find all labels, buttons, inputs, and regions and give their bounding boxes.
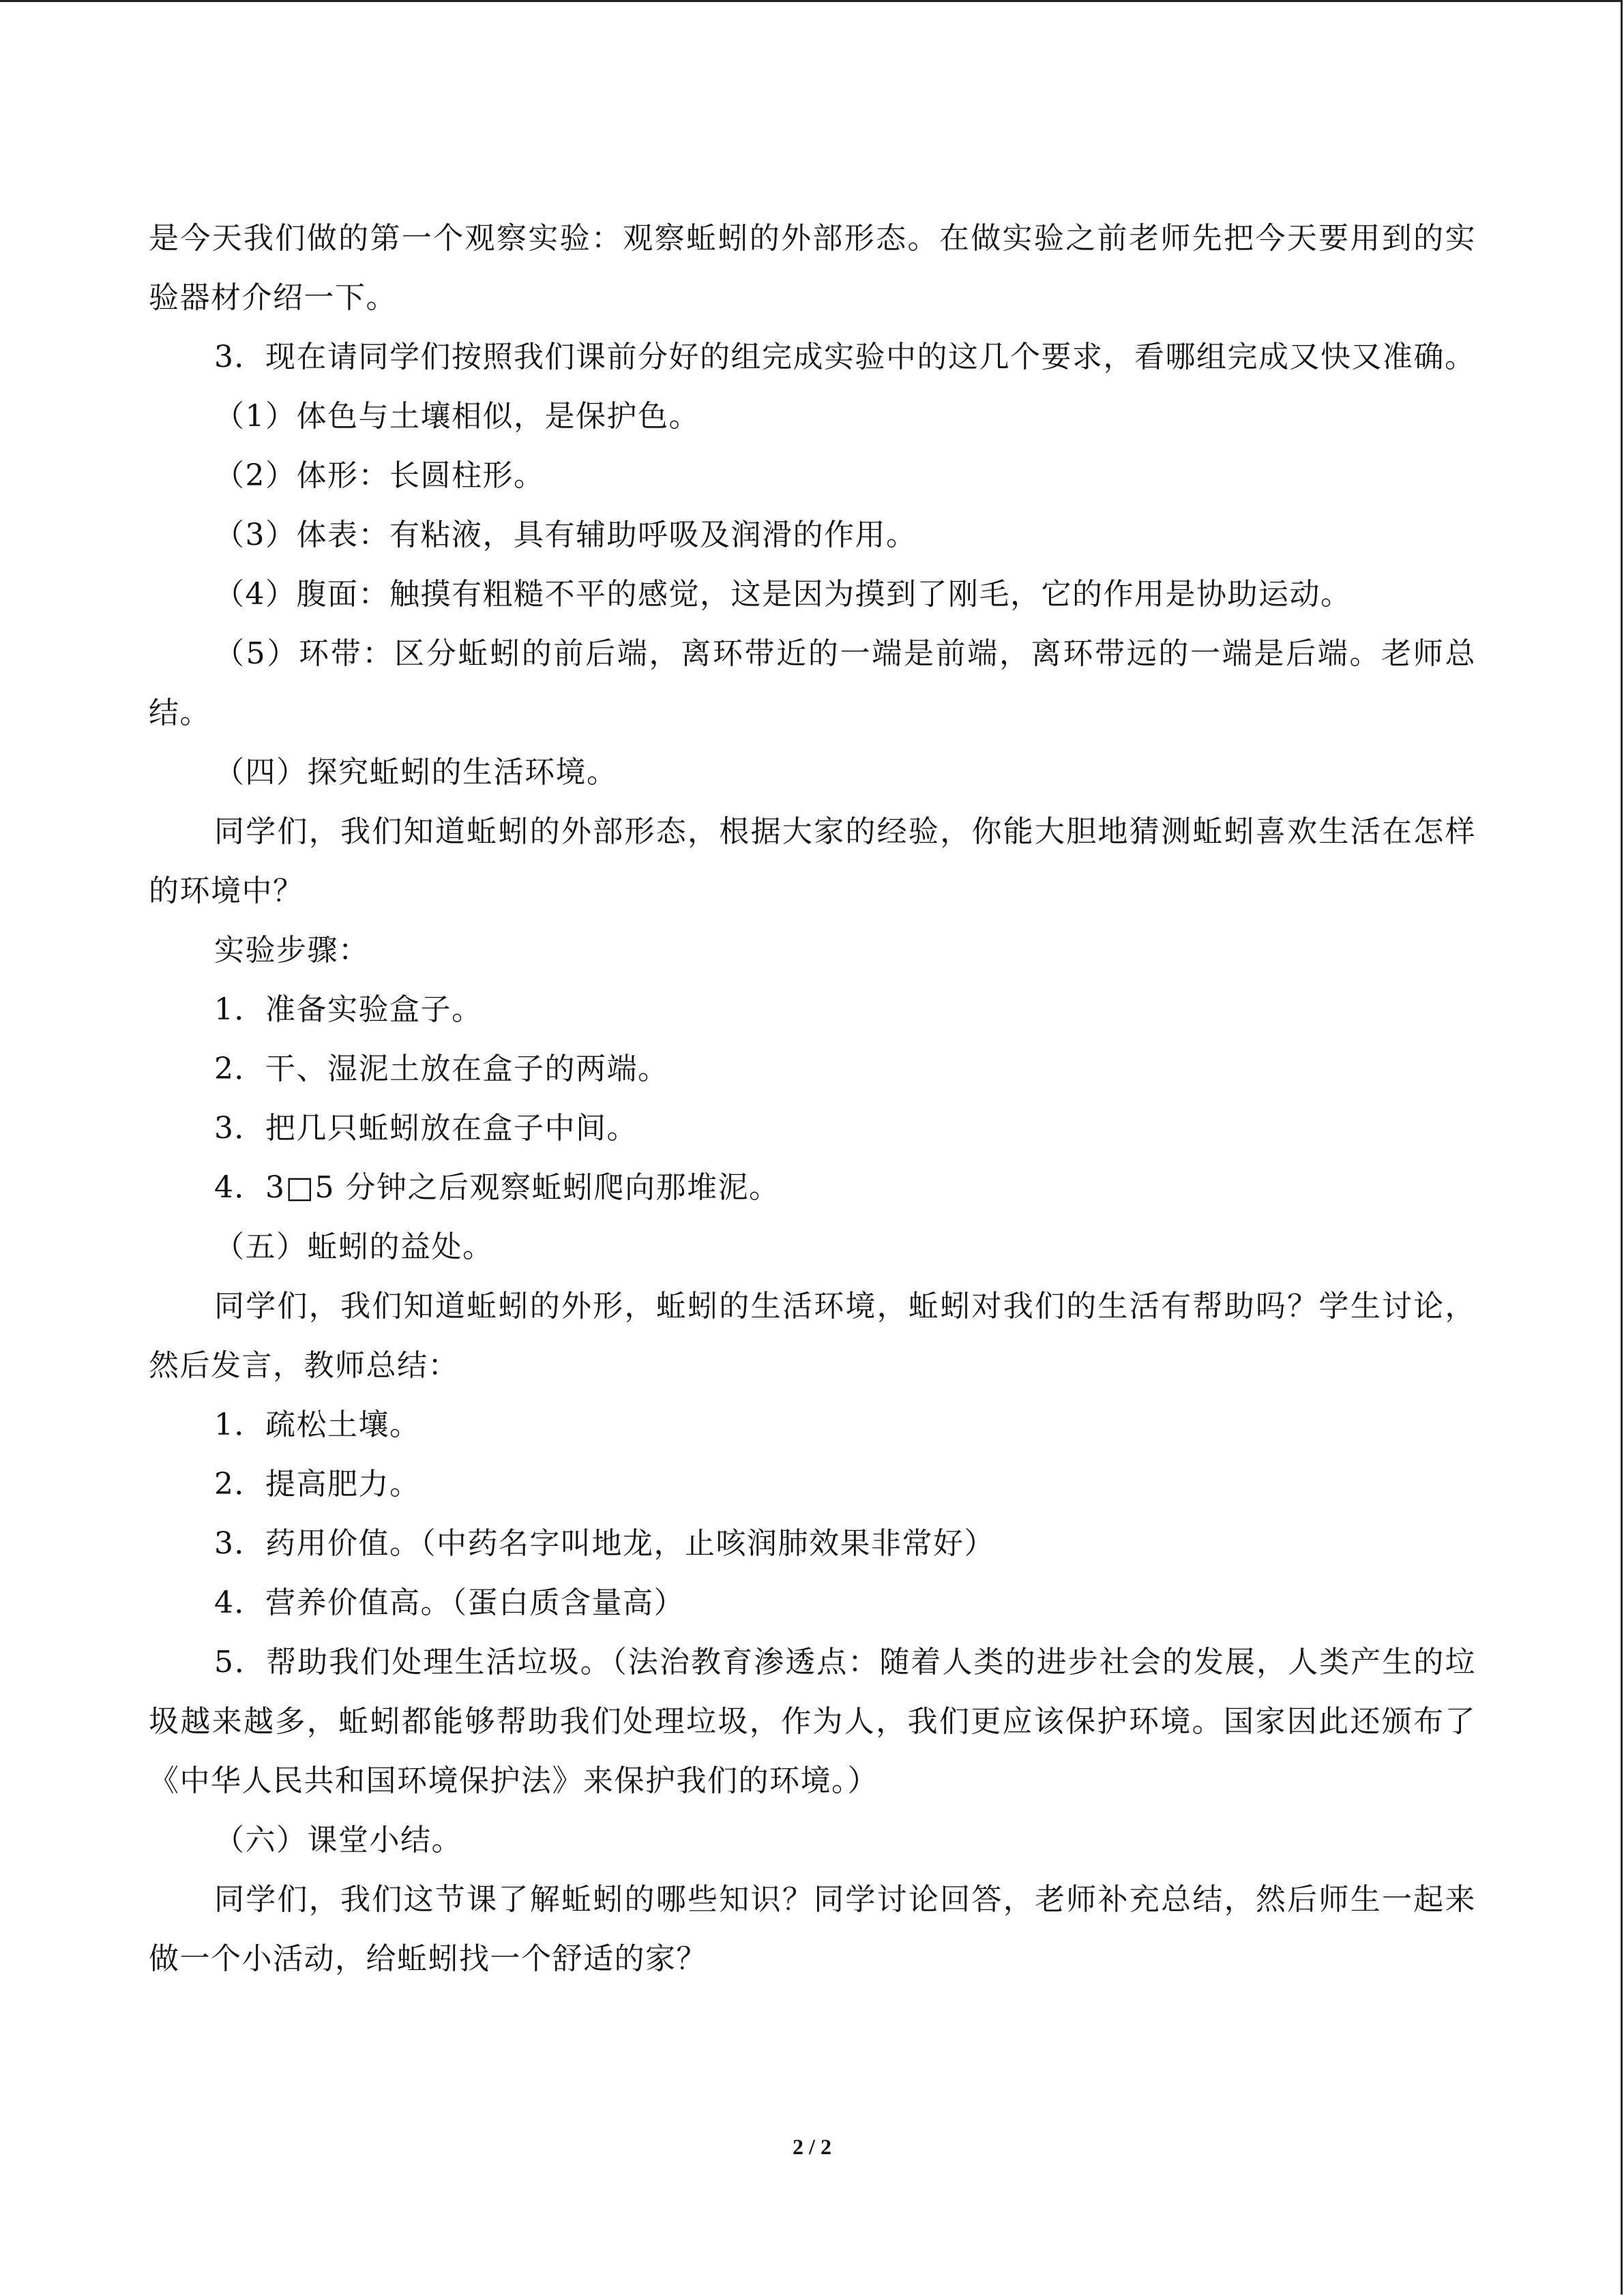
list-item: （4）腹面：触摸有粗糙不平的感觉，这是因为摸到了刚毛，它的作用是协助运动。 xyxy=(214,577,1352,612)
paragraph: 3．现在请同学们按照我们课前分好的组完成实验中的这几个要求，看哪组完成又快又准确。 xyxy=(214,340,1476,374)
document-body xyxy=(149,209,1476,1988)
paragraph: 同学们，我们知道蚯蚓的外形，蚯蚓的生活环境，蚯蚓对我们的生活有帮助吗？学生讨论，然后发言，教师总结： xyxy=(149,1289,1476,1383)
paragraph: 是今天我们做的第一个观察实验：观察蚯蚓的外部形态。在做实验之前老师先把今天要用到的实验器材介绍一下。 xyxy=(149,221,1476,315)
list-item: 1．疏松土壤。 xyxy=(214,1407,421,1442)
paragraph: 同学们，我们这节课了解蚯蚓的哪些知识？同学讨论回答，老师补充总结，然后师生一起来做一个小活动，给蚯蚓找一个舒适的家？ xyxy=(149,1882,1476,1976)
list-item: 2．提高肥力。 xyxy=(214,1467,421,1502)
list-item: 1．准备实验盒子。 xyxy=(214,992,483,1027)
list-item: 3．把几只蚯蚓放在盒子中间。 xyxy=(214,1111,638,1146)
page-number: 2 / 2 xyxy=(793,2134,831,2159)
list-item: （2）体形：长圆柱形。 xyxy=(214,458,545,493)
list-item: 3．药用价值。（中药名字叫地龙，止咳润肺效果非常好） xyxy=(214,1526,995,1561)
list-item: 2．干、湿泥土放在盒子的两端。 xyxy=(214,1052,669,1086)
list-item: 4．营养价值高。（蛋白质含量高） xyxy=(214,1585,685,1620)
section-heading: （四）探究蚯蚓的生活环境。 xyxy=(214,755,618,790)
list-item: （1）体色与土壤相似，是保护色。 xyxy=(214,399,700,434)
list-item: （5）环带：区分蚯蚓的前后端，离环带近的一端是前端，离环带远的一端是后端。老师总结。 xyxy=(149,636,1476,730)
list-item: （3）体表：有粘液，具有辅助呼吸及润滑的作用。 xyxy=(214,518,917,552)
list-item: 5．帮助我们处理生活垃圾。（法治教育渗透点：随着人类的进步社会的发展，人类产生的垃圾越来越多，蚯蚓都能够帮助我们处理垃圾，作为人，我们更应该保护环境。国家因此还颁布了《中华人民共和国环境保护法》来保护我们的环境。） xyxy=(149,1645,1476,1798)
paragraph: 实验步骤： xyxy=(214,933,370,968)
list-item: 4．3□5 分钟之后观察蚯蚓爬向那堆泥。 xyxy=(214,1170,780,1205)
section-heading: （五）蚯蚓的益处。 xyxy=(214,1229,494,1264)
section-heading: （六）课堂小结。 xyxy=(214,1823,462,1858)
paragraph: 同学们，我们知道蚯蚓的外部形态，根据大家的经验，你能大胆地猜测蚯蚓喜欢生活在怎样的环境中？ xyxy=(149,814,1476,908)
